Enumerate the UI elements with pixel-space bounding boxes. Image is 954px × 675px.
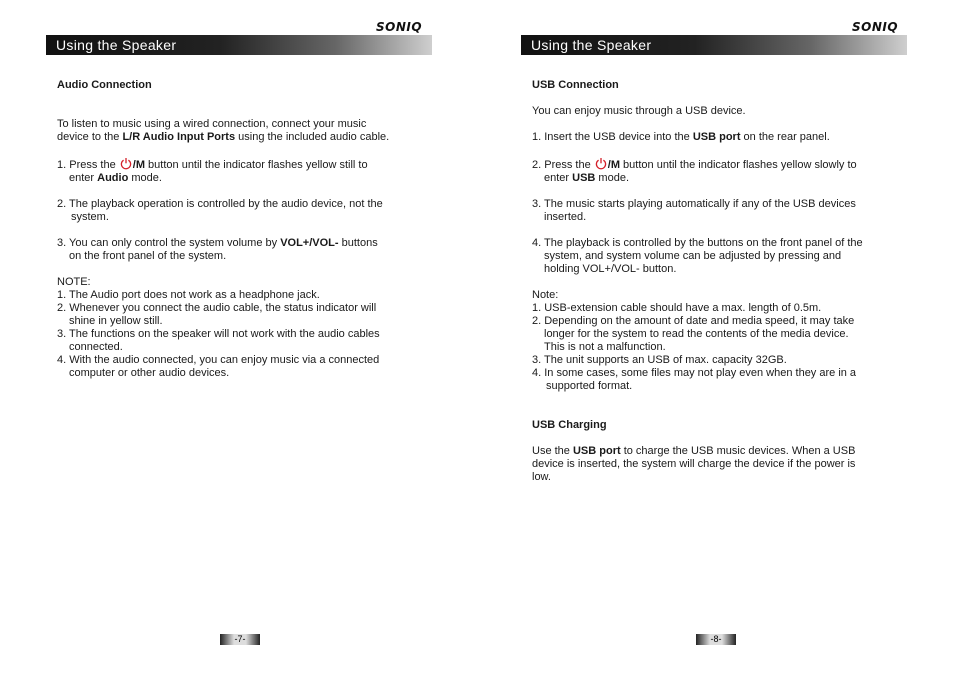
note-label: Note: — [532, 289, 559, 301]
step-4: 4. The playback is controlled by the buttons on the front panel of the — [532, 237, 863, 249]
page-number: -7- — [220, 634, 260, 645]
section-heading: Audio Connection — [57, 79, 152, 91]
step-2: 2. Press the /M button until the indicator flashes yellow slowly to — [532, 159, 857, 171]
power-icon — [595, 157, 607, 170]
note-2: 2. Whenever you connect the audio cable, the status indicator will — [57, 302, 377, 314]
note-1: 1. USB-extension cable should have a max. length of 0.5m. — [532, 302, 822, 314]
note-4-cont: computer or other audio devices. — [69, 367, 230, 379]
note-label: NOTE: — [57, 276, 91, 288]
step-3-cont: on the front panel of the system. — [69, 250, 227, 262]
note-4: 4. In some cases, some files may not play even when they are in a — [532, 367, 857, 379]
step-3: 3. The music starts playing automatically if any of the USB devices — [532, 198, 856, 210]
section-banner — [46, 35, 432, 55]
brand-logo: SONIQ — [852, 20, 899, 34]
note-2-cont-2: This is not a malfunction. — [544, 341, 666, 353]
charging-line-3: low. — [532, 471, 551, 483]
intro-line-2: device to the L/R Audio Input Ports using the included audio cable. — [57, 131, 390, 143]
step-3-cont: inserted. — [544, 211, 587, 223]
banner-title: Using the Speaker — [56, 37, 177, 53]
right-content — [532, 79, 912, 484]
step-1-cont: enter Audio mode. — [69, 172, 162, 184]
power-icon — [120, 157, 132, 170]
step-2: 2. The playback operation is controlled by the audio device, not the — [57, 198, 383, 210]
note-3: 3. The unit supports an USB of max. capacity 32GB. — [532, 354, 787, 366]
intro-line-1: To listen to music using a wired connection, connect your music — [57, 118, 367, 130]
left-content — [57, 79, 437, 380]
charging-line-2: device is inserted, the system will charge the device if the power is — [532, 458, 856, 470]
step-1: 1. Press the /M button until the indicator flashes yellow still to — [57, 159, 368, 171]
step-2-cont: system. — [71, 211, 109, 223]
note-2-cont: shine in yellow still. — [69, 315, 163, 327]
charging-heading: USB Charging — [532, 419, 607, 431]
note-2: 2. Depending on the amount of date and media speed, it may take — [532, 315, 855, 327]
section-heading: USB Connection — [532, 79, 619, 91]
step-4-cont-2: holding VOL+/VOL- button. — [544, 263, 677, 275]
note-2-cont-1: longer for the system to read the contents of the media device. — [544, 328, 849, 340]
note-4: 4. With the audio connected, you can enjoy music via a connected — [57, 354, 380, 366]
intro: You can enjoy music through a USB device. — [532, 105, 746, 117]
brand-logo: SONIQ — [376, 20, 423, 34]
step-2-cont: enter USB mode. — [544, 172, 630, 184]
charging-line-1: Use the USB port to charge the USB music devices. When a USB — [532, 445, 856, 457]
section-banner — [521, 35, 907, 55]
banner-title: Using the Speaker — [531, 37, 652, 53]
right-page — [477, 0, 954, 675]
step-1: 1. Insert the USB device into the USB port on the rear panel. — [532, 131, 830, 143]
note-1: 1. The Audio port does not work as a headphone jack. — [57, 289, 320, 301]
note-3: 3. The functions on the speaker will not work with the audio cables — [57, 328, 380, 340]
note-3-cont: connected. — [69, 341, 123, 353]
note-4-cont: supported format. — [546, 380, 633, 392]
page-number: -8- — [696, 634, 736, 645]
step-4-cont-1: system, and system volume can be adjusted by pressing and — [544, 250, 842, 262]
step-3: 3. You can only control the system volume by VOL+/VOL- buttons — [57, 237, 378, 249]
